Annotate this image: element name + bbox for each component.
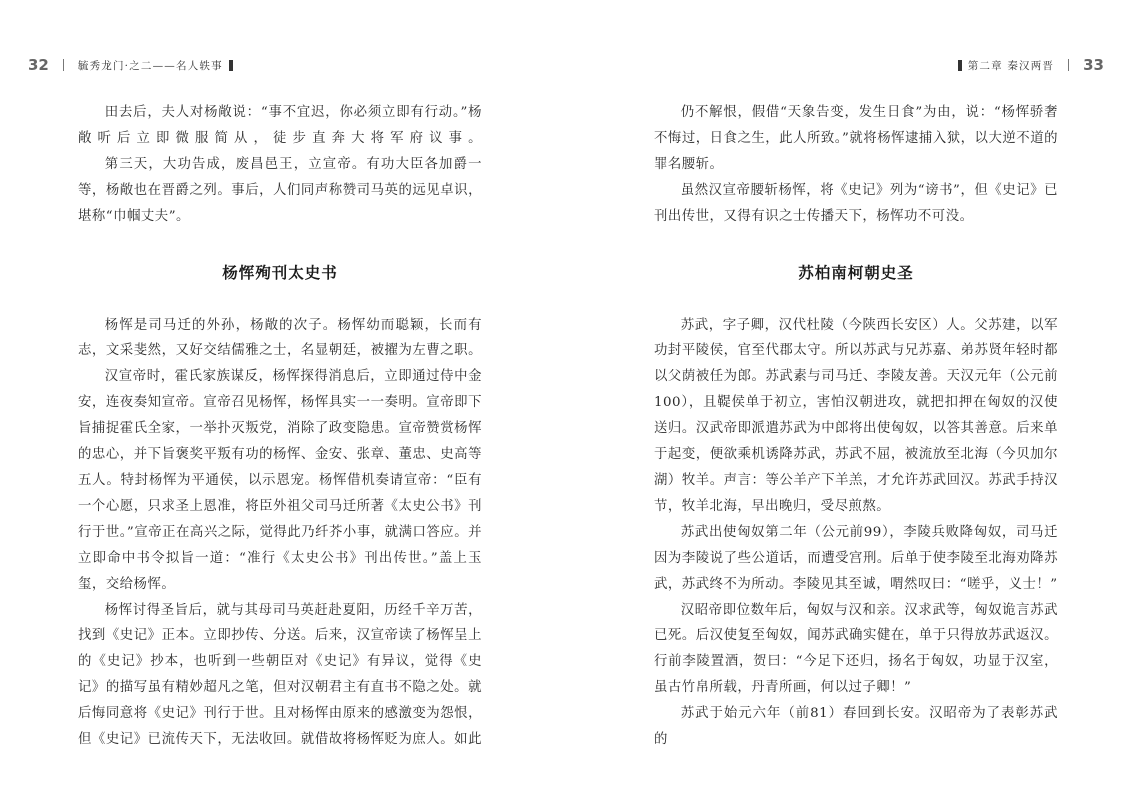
- running-title: 第二章 秦汉两晋: [967, 59, 1055, 72]
- paragraph: 杨恽是司马迁的外孙，杨敞的次子。杨恽幼而聪颖，长而有志，文采斐然，又好交结儒雅之士，名显朝廷，被擢为左曹之职。: [78, 317, 482, 359]
- left-body-text: [78, 100, 482, 753]
- section-title: 苏柏南柯朝史圣: [798, 262, 914, 282]
- left-running-header: [28, 54, 239, 76]
- right-running-header: [952, 54, 1104, 76]
- paragraph: 虽然汉宣帝腰斩杨恽，将《史记》列为“谤书”，但《史记》已刊出传世，又得有识之士传播天下，杨恽功不可没。: [654, 182, 1058, 224]
- header-divider: [63, 59, 64, 71]
- header-divider: [1068, 59, 1069, 71]
- right-body-text: [654, 100, 1058, 753]
- paragraph: 汉宣帝时，霍氏家族谋反，杨恽探得消息后，立即通过侍中金安，连夜奏知宣帝。宣帝召见杨恽，杨恽具实一一奏明。宣帝即下旨捕捉霍氏全家，一举扑灭叛党，消除了政变隐患。宣帝赞赏杨恽的忠心，并下旨褒奖平叛有功的杨恽、金安、张章、董忠、史高等五人。特封杨恽为平通侯，以示恩宠。杨恽借机奏请宣帝：“臣有一个心愿，只求圣上恩准，将臣外祖父司马迁所著《太史公书》刊行于世。”宣帝正在高兴之际，觉得此乃纤芥小事，就满口答应。并立即命中书令拟旨一道：“准行《太史公书》刊出传世。”盖上玉玺，交给杨恽。: [78, 369, 482, 592]
- paragraph: 仍不解恨，假借“天象告变，发生日食”为由，说：“杨恽骄奢不悔过，日食之生，此人所致。”就将杨恽逮捕入狱，以大逆不道的罪名腰斩。: [654, 105, 1058, 172]
- header-block-mark: [958, 60, 962, 71]
- running-title: 毓秀龙门·之二——名人轶事: [77, 59, 223, 72]
- paragraph: 第三天，大功告成，废昌邑王，立宣帝。有功大臣各加爵一等，杨敞也在晋爵之列。事后，人们同声称赞司马英的远见卓识，堪称“巾帼丈夫”。: [78, 156, 482, 224]
- right-page: [566, 0, 1132, 799]
- header-block-mark: [229, 60, 233, 71]
- left-page: [0, 0, 566, 799]
- paragraph: 杨恽讨得圣旨后，就与其母司马英赶赴夏阳，历经千辛万苦，找到《史记》正本。立即抄传、分送。后来，汉宣帝读了杨恽呈上的《史记》抄本，也听到一些朝臣对《史记》有异议，觉得《史记》的描写虽有精妙超凡之笔，但对汉朝君主有直书不隐之处。就后悔同意将《史记》刊行于世。且对杨恽由原来的感激变为怨恨，但《史记》已流传天下，无法收回。就借故将杨恽贬为庶人。如此: [78, 602, 482, 748]
- paragraph: 田去后，夫人对杨敞说：“事不宜迟，你必须立即有行动。”杨敞听后立即微服简从，徒步直奔大将军府议事。: [78, 105, 482, 146]
- paragraph: 苏武，字子卿，汉代杜陵（今陕西长安区）人。父苏建，以军功封平陵侯，官至代郡太守。所以苏武与兄苏嘉、弟苏贤年轻时都以父荫被任为郎。苏武素与司马迁、李陵友善。天汉元年（公元前100），且鞮侯单于初立，害怕汉朝进攻，就把扣押在匈奴的汉使送归。汉武帝即派遣苏武为中郎将出使匈奴，以答其善意。后来单于起变，便欲乘机诱降苏武，苏武不屈，被流放至北海（今贝加尔湖）牧羊。声言：等公羊产下羊羔，才允许苏武回汉。苏武手持汉节，牧羊北海，早出晚归，受尽煎熬。: [654, 317, 1058, 514]
- paragraph: 汉昭帝即位数年后，匈奴与汉和亲。汉求武等，匈奴诡言苏武已死。后汉使复至匈奴，闻苏武确实健在，单于只得放苏武返汉。行前李陵置酒，贺曰：“今足下还归，扬名于匈奴，功显于汉室，虽古竹帛所载，丹青所画，何以过子卿！”: [654, 602, 1058, 696]
- paragraph: 苏武于始元六年（前81）春回到长安。汉昭帝为了表彰苏武的: [654, 706, 1058, 748]
- section-title: 杨恽殉刊太史书: [222, 262, 338, 282]
- page-number: 32: [28, 56, 49, 74]
- paragraph: 苏武出使匈奴第二年（公元前99），李陵兵败降匈奴，司马迁因为李陵说了些公道话，而遭受宫刑。后单于使李陵至北海劝降苏武，苏武终不为所动。李陵见其至诚，喟然叹曰：“嗟乎，义士！”: [654, 524, 1058, 592]
- page-number: 33: [1083, 56, 1104, 74]
